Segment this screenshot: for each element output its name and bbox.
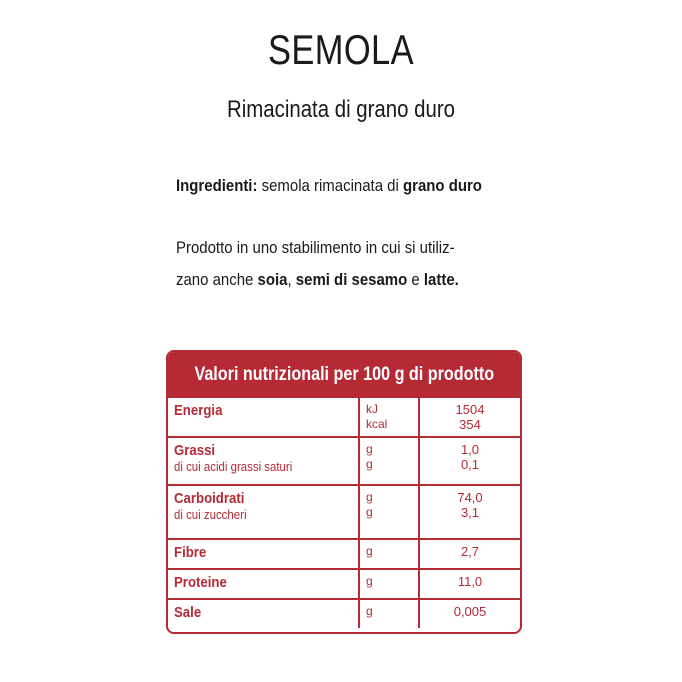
nutrient-label: Fibre: [174, 544, 207, 561]
nutrient-name-cell: [168, 570, 358, 598]
nutrient-value: 1,0: [460, 442, 480, 457]
nutrient-unit-cell: [358, 540, 418, 568]
nutrition-row: [168, 436, 520, 484]
nutrient-value: 2,7: [460, 544, 480, 559]
nutrient-value: 1504: [455, 402, 485, 417]
nutrient-unit: g: [366, 574, 373, 588]
allergen-semi: semi di sesamo: [295, 270, 408, 289]
nutrient-value-cell: [418, 398, 520, 436]
product-title: SEMOLA: [267, 26, 415, 73]
nutrient-value-cell: [418, 540, 520, 568]
allergen-line2-prefix: zano anche: [176, 270, 254, 289]
nutrient-sublabel: di cui acidi grassi saturi: [174, 459, 293, 474]
nutrition-row: [168, 598, 520, 628]
nutrient-unit-cell: [358, 570, 418, 598]
nutrient-unit: g: [366, 442, 373, 456]
product-subtitle: Rimacinata di grano duro: [227, 96, 455, 123]
allergen-soia: soia: [257, 270, 288, 289]
allergen-notice: [176, 232, 528, 296]
allergen-latte: latte.: [423, 270, 459, 289]
ingredients-line: [176, 176, 581, 196]
nutrient-name-cell: [168, 540, 358, 568]
nutrition-row: [168, 484, 520, 538]
nutrient-label: Carboidrati: [174, 490, 245, 507]
nutrient-value-cell: [418, 486, 520, 538]
nutrient-name-cell: [168, 486, 358, 538]
nutrient-unit-cell: [358, 398, 418, 436]
nutrient-unit: g: [366, 604, 373, 618]
nutrition-header-text: Valori nutrizionali per 100 g di prodotto: [194, 364, 494, 385]
ingredients-highlight: grano duro: [402, 176, 482, 195]
nutrient-value: 0,1: [460, 457, 480, 472]
nutrient-value: 0,005: [453, 604, 487, 619]
nutrition-row: [168, 538, 520, 568]
nutrient-unit-cell: [358, 600, 418, 628]
nutrient-value: 74,0: [457, 490, 483, 505]
nutrient-unit: kJ: [366, 402, 378, 416]
nutrient-value-cell: [418, 600, 520, 628]
nutrient-unit: g: [366, 457, 373, 471]
nutrient-label: Energia: [174, 402, 223, 419]
nutrient-value: 3,1: [460, 505, 480, 520]
allergen-e: e: [411, 270, 420, 289]
nutrition-header: [168, 352, 520, 398]
nutrient-value: 11,0: [457, 574, 483, 589]
nutrition-rows: [168, 398, 520, 628]
nutrient-name-cell: [168, 398, 358, 436]
nutrient-label: Proteine: [174, 574, 227, 591]
nutrient-unit: g: [366, 544, 373, 558]
nutrition-table: [166, 350, 522, 634]
nutrient-value-cell: [418, 438, 520, 484]
nutrition-row: [168, 568, 520, 598]
nutrient-unit: g: [366, 505, 373, 519]
nutrient-value: 354: [459, 417, 481, 432]
nutrient-sublabel: di cui zuccheri: [174, 507, 247, 522]
allergen-sep: ,: [287, 270, 292, 289]
nutrient-label: Grassi: [174, 442, 216, 459]
ingredients-text: semola rimacinata di: [261, 176, 399, 195]
nutrient-unit-cell: [358, 438, 418, 484]
nutrient-unit: kcal: [366, 417, 388, 431]
ingredients-label: Ingredienti:: [176, 176, 258, 195]
nutrient-value-cell: [418, 570, 520, 598]
nutrient-unit: g: [366, 490, 373, 504]
nutrient-label: Sale: [174, 604, 202, 621]
nutrient-name-cell: [168, 438, 358, 484]
nutrient-unit-cell: [358, 486, 418, 538]
nutrition-row: [168, 398, 520, 436]
allergen-line1: Prodotto in uno stabilimento in cui si utiliz-: [176, 238, 455, 257]
nutrient-name-cell: [168, 600, 358, 628]
